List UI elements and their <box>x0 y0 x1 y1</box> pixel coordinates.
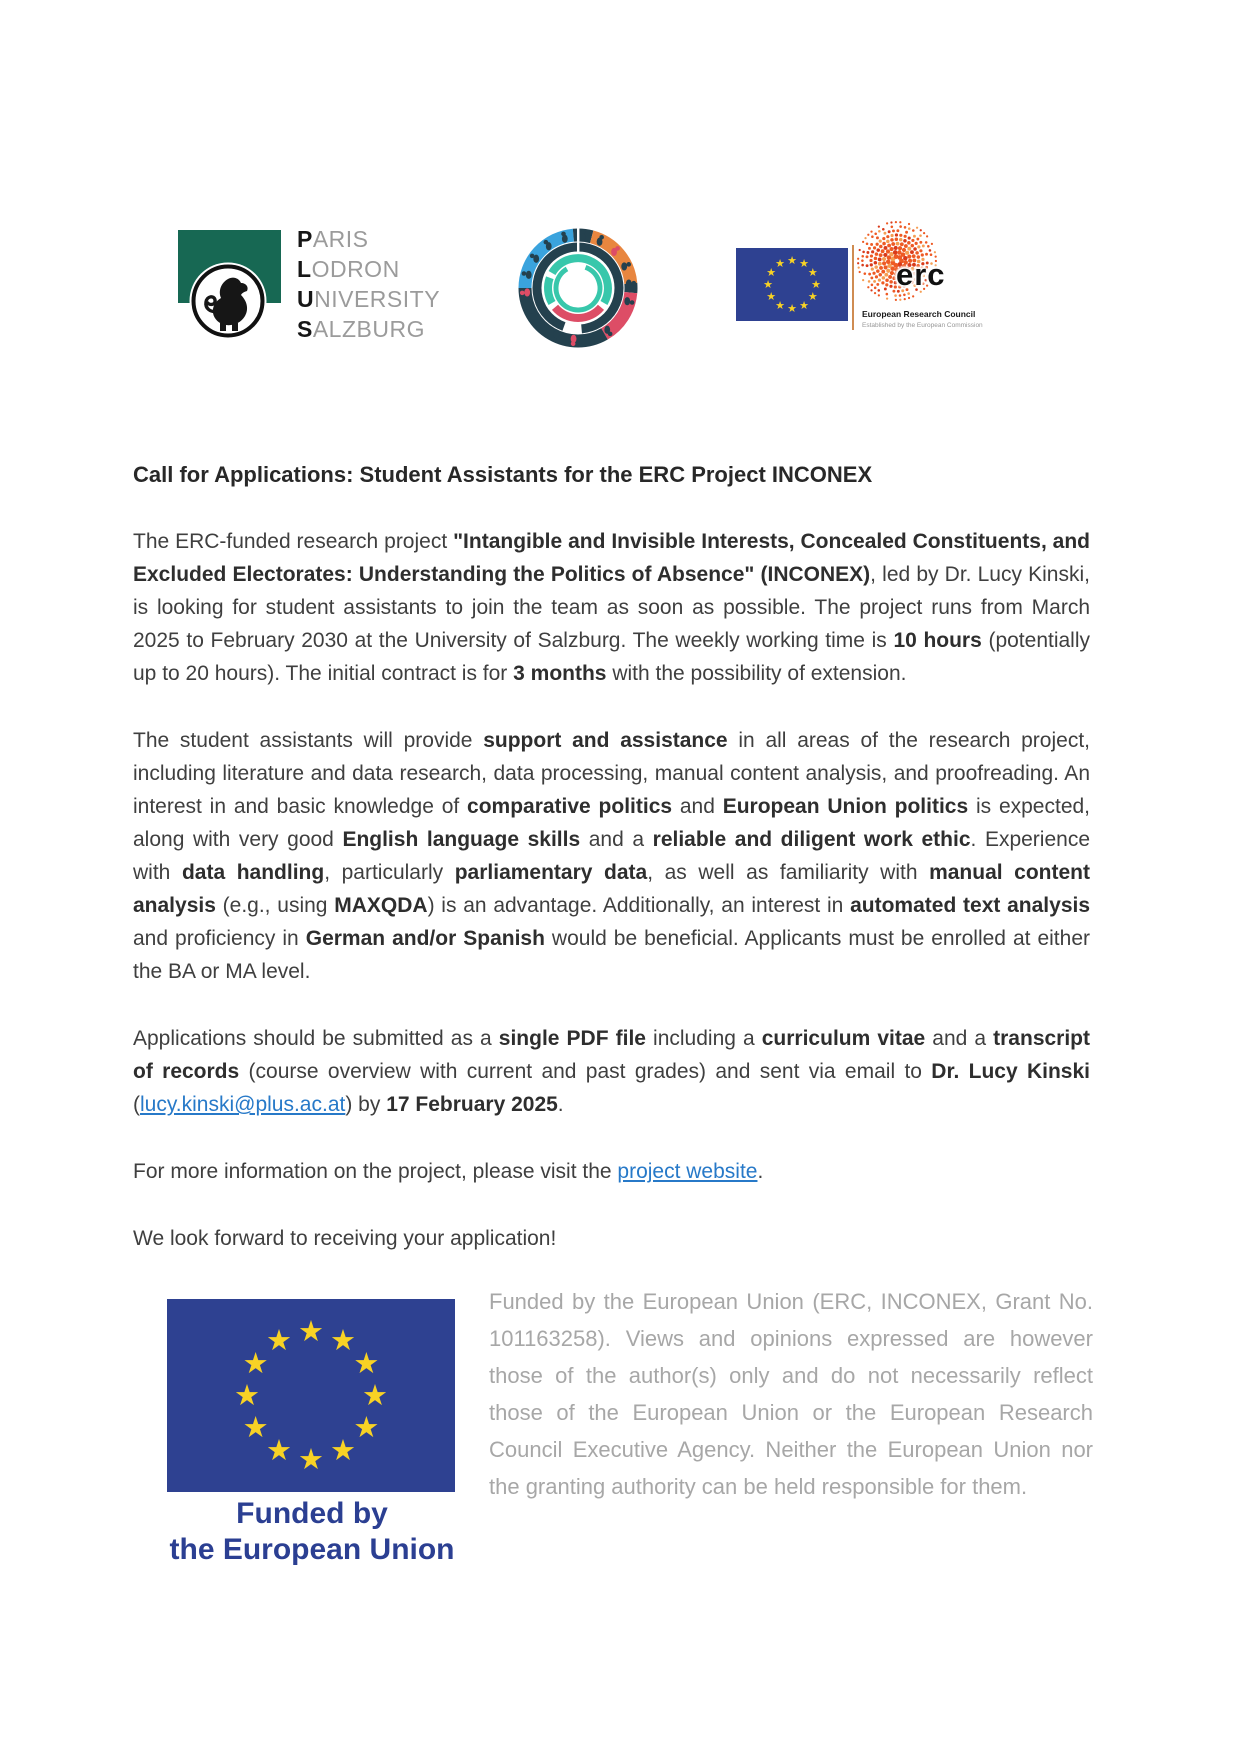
eu-star-icon: ★ <box>811 278 821 291</box>
text-run: and proficiency in <box>133 927 306 950</box>
text-run: . <box>757 1160 764 1183</box>
text-run: and a <box>925 1027 994 1050</box>
eu-star-icon: ★ <box>799 257 809 271</box>
eu-star-icon: ★ <box>234 1378 260 1412</box>
bold-text: support and assistance <box>483 729 728 752</box>
erc-wordmark: erc <box>896 257 946 292</box>
page-title: Call for Applications: Student Assistants for the ERC Project INCONEX <box>133 462 873 487</box>
text-run: in all areas of the research project, including literature and data research, data processing, manual content analysis, and proofreading. An interest in and basic knowledge of <box>133 729 1090 818</box>
text-run: ) by <box>345 1093 387 1116</box>
plus-word-lodron: LODRON <box>297 256 400 282</box>
eu-star-icon: ★ <box>775 257 785 271</box>
bold-text: comparative politics <box>467 795 673 818</box>
eu-flag-large <box>167 1299 455 1492</box>
erc-council-subtitle: Established by the European Commission <box>862 322 983 329</box>
plus-word-salzburg: SALZBURG <box>297 316 425 342</box>
eu-star-icon: ★ <box>298 1442 324 1476</box>
paragraph-tasks-requirements <box>133 724 1090 988</box>
bold-text: parliamentary data <box>454 861 648 884</box>
bold-text: data handling <box>181 861 325 884</box>
text-run: is expected, along with very good <box>133 795 1091 851</box>
erc-council-name: European Research Council <box>862 309 976 319</box>
text-run: . <box>557 1093 564 1116</box>
plus-lion-emblem <box>188 261 268 341</box>
bold-text: manual content analysis <box>133 861 1091 917</box>
bold-text: single PDF file <box>498 1027 646 1050</box>
eu-star-icon: ★ <box>766 266 777 279</box>
text-run: and a <box>580 828 653 851</box>
bold-text: curriculum vitae <box>761 1027 926 1050</box>
plus-wordmark <box>297 224 440 344</box>
bold-text: German and/or Spanish <box>305 927 545 950</box>
paragraph-more-information <box>133 1155 1090 1188</box>
eu-star-icon: ★ <box>353 1346 380 1380</box>
text-run: The ERC-funded research project <box>133 530 454 553</box>
eu-flag-small <box>736 248 848 321</box>
eu-star-icon: ★ <box>362 1378 388 1412</box>
eu-erc-logo <box>736 215 983 340</box>
paragraph-closing <box>133 1222 1090 1255</box>
document-body <box>133 458 1090 1289</box>
text-run: , as well as familiarity with <box>647 861 930 884</box>
plus-word-paris: PARIS <box>297 226 369 252</box>
bold-text: transcript of records <box>133 1027 1090 1083</box>
eu-star-icon: ★ <box>775 298 785 312</box>
plus-word-university: UNIVERSITY <box>297 286 441 312</box>
text-run: The student assistants will provide <box>133 729 484 752</box>
eu-star-icon: ★ <box>330 1322 356 1357</box>
eu-star-icon: ★ <box>763 278 773 291</box>
eu-star-icon: ★ <box>242 1410 269 1444</box>
eu-star-icon: ★ <box>242 1346 269 1380</box>
eu-star-icon: ★ <box>766 290 777 303</box>
eu-star-icon: ★ <box>266 1322 292 1357</box>
funded-by-line2: the European Union <box>169 1533 455 1566</box>
eu-star-icon: ★ <box>799 298 809 312</box>
plus-university-logo <box>167 210 467 345</box>
eu-star-icon: ★ <box>353 1410 380 1444</box>
funded-by-line1: Funded by <box>236 1497 388 1530</box>
funded-by-caption <box>137 1496 487 1568</box>
bold-text: Dr. Lucy Kinski <box>931 1060 1091 1083</box>
text-run: including a <box>645 1027 762 1050</box>
eu-star-icon: ★ <box>807 290 818 303</box>
eu-star-icon: ★ <box>787 254 797 267</box>
project-website-link[interactable]: project website <box>617 1160 758 1183</box>
text-run: Applications should be submitted as a <box>133 1027 499 1050</box>
text-run: with the possibility of extension. <box>606 662 907 685</box>
text-run: (e.g., using <box>215 894 335 917</box>
text-run: We look forward to receiving your application! <box>133 1227 557 1250</box>
bold-text: MAXQDA <box>334 894 428 917</box>
bold-text: "Intangible and Invisible Interests, Concealed Constituents, and Excluded Electorates: Understanding the Politics of Absence" (INCONEX) <box>133 530 1091 586</box>
bold-text: 3 months <box>513 662 607 685</box>
text-run: (potentially up to 20 hours). The initial contract is for <box>133 629 1091 685</box>
bold-text: English language skills <box>342 828 581 851</box>
eu-star-icon: ★ <box>266 1433 292 1468</box>
funding-disclaimer: Funded by the European Union (ERC, INCONEX, Grant No. 101163258). Views and opinions expressed are however those of the author(s) only and do not necessarily reflect those of the European Union or the European Research Council Executive Agency. Neither the European Union nor the granting authority can be held responsible for them. <box>489 1289 1093 1499</box>
inconex-logo <box>516 226 640 350</box>
text-run: ) is an advantage. Additionally, an interest in <box>427 894 851 917</box>
eu-star-icon: ★ <box>807 266 818 279</box>
email-link[interactable]: lucy.kinski@plus.ac.at <box>140 1093 346 1116</box>
eu-star-icon: ★ <box>330 1433 356 1468</box>
eu-star-icon: ★ <box>298 1314 324 1348</box>
text-run: would be beneficial. Applicants must be enrolled at either the BA or MA level. <box>133 927 1090 983</box>
text-run: . Experience with <box>133 828 1091 884</box>
paragraph-project-intro <box>133 525 1090 690</box>
text-run: , particularly <box>324 861 455 884</box>
text-run: , led by Dr. Lucy Kinski, is looking for student assistants to join the team as soon as possible. The project runs from March 2025 to February 2030 at the University of Salzburg. The weekly working time is <box>133 563 1090 652</box>
bold-text: automated text analysis <box>850 894 1091 917</box>
text-run: (course overview with current and past grades) and sent via email to <box>239 1060 932 1083</box>
bold-text: European Union politics <box>722 795 969 818</box>
eu-star-icon: ★ <box>787 302 797 315</box>
bold-text: 17 February 2025 <box>386 1093 558 1116</box>
text-run: For more information on the project, please visit the <box>133 1160 618 1183</box>
text-run: ( <box>133 1093 140 1116</box>
text-run: and <box>672 795 723 818</box>
paragraph-application-instructions <box>133 1022 1090 1121</box>
bold-text: 10 hours <box>893 629 982 652</box>
bold-text: reliable and diligent work ethic <box>652 828 971 851</box>
